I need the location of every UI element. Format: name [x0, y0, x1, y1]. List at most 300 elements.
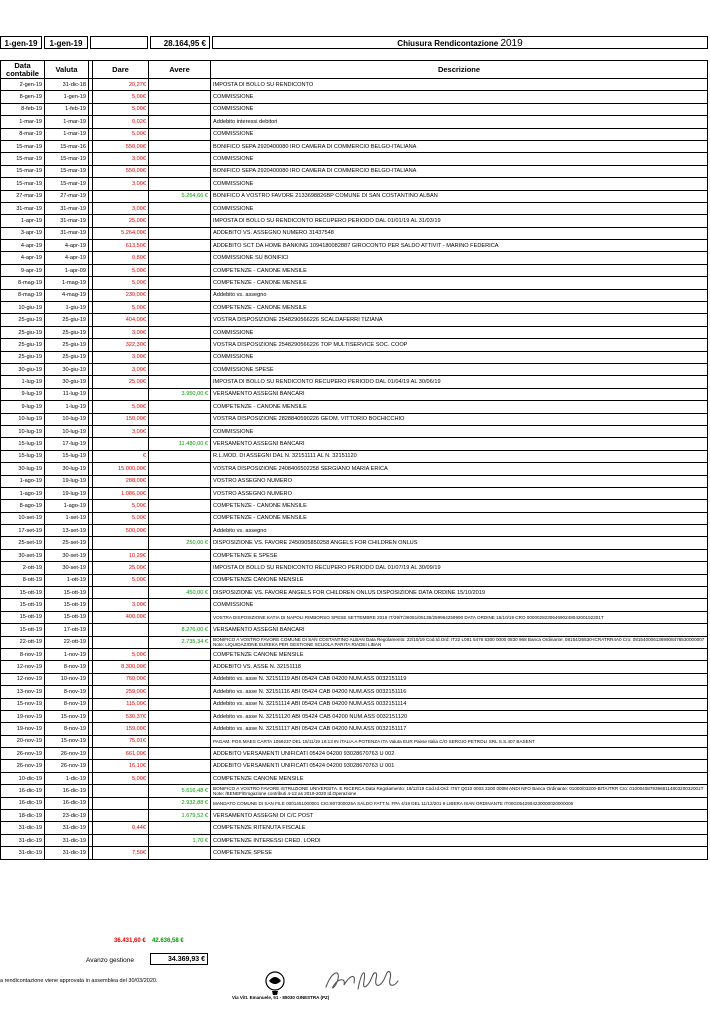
table-row: [1, 735, 708, 747]
cell-valuta: 22-ott-19: [45, 636, 89, 648]
header-empty-cell: [90, 36, 148, 49]
cell-avere: [149, 735, 211, 747]
cell-valuta: 8-nov-19: [45, 698, 89, 710]
cell-dare: 0,02€: [93, 116, 149, 128]
cell-valuta: 25-giu-19: [45, 314, 89, 326]
cell-dare: 5,00€: [93, 302, 149, 314]
cell-descrizione: COMPETENZE - CANONE MENSILE: [211, 277, 708, 289]
cell-avere: 450,00 €: [149, 587, 211, 599]
cell-descrizione: BONIFICO A VOSTRO FAVORE ISTRUZIONE UNIVERSITA. E RICERCA Data Regolamento: 16/12/19 Cod.Id.Ord: IT67 Q010 0003 2200 000M ANDI NFO Banca Ordinante: 01000/03200-BITAITRR Cro: 0100040879396811480320032001T Note: /BENEF/Erogazione contributi 4-12 as 2019-2020 Id.Operazione: [211, 785, 708, 797]
cell-data-contabile: 15-ott-19: [1, 611, 45, 623]
cell-descrizione: VERSAMENTO ASSEGNI DI C/C POST: [211, 810, 708, 822]
cell-descrizione: COMPETENZE CANONE MENSILE: [211, 772, 708, 784]
cell-avere: [149, 549, 211, 561]
header-date-2: 1-gen-19: [44, 36, 88, 49]
cell-dare: [93, 587, 149, 599]
cell-avere: [149, 847, 211, 859]
cell-dare: 16,10€: [93, 760, 149, 772]
cell-avere: [149, 215, 211, 227]
cell-data-contabile: 10-dic-19: [1, 772, 45, 784]
cell-data-contabile: 9-lug-19: [1, 388, 45, 400]
table-row: [1, 79, 708, 91]
cell-valuta: 25-giu-19: [45, 326, 89, 338]
cell-valuta: 30-giu-19: [45, 363, 89, 375]
cell-data-contabile: 31-mar-19: [1, 202, 45, 214]
cell-avere: [149, 463, 211, 475]
cell-data-contabile: 16-dic-19: [1, 797, 45, 809]
cell-dare: 0,44€: [93, 822, 149, 834]
table-row: [1, 822, 708, 834]
cell-avere: [149, 748, 211, 760]
cell-valuta: 15-mar-19: [45, 178, 89, 190]
cell-avere: [149, 240, 211, 252]
cell-dare: 5,00€: [93, 772, 149, 784]
cell-data-contabile: 19-nov-19: [1, 723, 45, 735]
cell-descrizione: VOSTRO ASSEGNO NUMERO: [211, 487, 708, 499]
cell-valuta: 16-dic-19: [45, 785, 89, 797]
table-row: [1, 661, 708, 673]
cell-avere: [149, 710, 211, 722]
table-row: [1, 450, 708, 462]
cell-descrizione: COMMISSIONE: [211, 599, 708, 611]
cell-avere: [149, 772, 211, 784]
cell-avere: [149, 599, 211, 611]
cell-descrizione: Addebito vs. assegno: [211, 289, 708, 301]
cell-descrizione: BONIFICO A VOSTRO FAVORE COMUNE DI SAN COSTANTINO ALBAN Data Regolamento: 22/10/19 Cod.Id.Ord: IT22 L081 5476 5300 0000 0830 968 Banca Ordinante: 08154/26530-ICRATRR4A0 Cro: 0815400061369908476530000007 Note: LIQUIDAZIONE EUREKA PER GESTIONE SCUOLA PARITA RIADEI LIBAN: [211, 636, 708, 648]
cell-descrizione: VOSTRA DISPOSIZIONE KATIA DI NAPOLI RIMBORSO SPESE SETTEMBRE 2019 IT/39/T/36081/05138/259964259990 DATA ORDINE 15/10/19 CRO 00000282306469024804200152201T: [211, 611, 708, 623]
cell-data-contabile: 2-gen-19: [1, 79, 45, 91]
cell-descrizione: BONIFICO SEPA 2920400080 IRO CAMERA DI COMMERCIO BELGO-ITALIANA: [211, 165, 708, 177]
cell-avere: 250,00 €: [149, 537, 211, 549]
cell-dare: 15.000,00€: [93, 463, 149, 475]
cell-dare: [93, 537, 149, 549]
cell-dare: 5,00€: [93, 128, 149, 140]
cell-descrizione: IMPOSTA DI BOLLO SU RENDICONTO: [211, 79, 708, 91]
cell-dare: 5,00€: [93, 401, 149, 413]
cell-avere: [149, 153, 211, 165]
cell-avere: [149, 525, 211, 537]
cell-avere: [149, 339, 211, 351]
cell-avere: [149, 264, 211, 276]
cell-dare: 3,00€: [93, 202, 149, 214]
cell-descrizione: COMPETENZE - CANONE MENSILE: [211, 264, 708, 276]
cell-avere: 2.932,88 €: [149, 797, 211, 809]
header-title: Chiusura Rendicontazione: [397, 39, 499, 48]
table-row: [1, 91, 708, 103]
cell-valuta: 31-dic-19: [45, 822, 89, 834]
table-row: [1, 847, 708, 859]
cell-valuta: 15-ott-19: [45, 599, 89, 611]
cell-data-contabile: 1-ago-19: [1, 487, 45, 499]
cell-dare: [93, 388, 149, 400]
table-row: [1, 240, 708, 252]
cell-descrizione: COMMISSIONE: [211, 153, 708, 165]
table-row: [1, 388, 708, 400]
cell-data-contabile: 8-ott-19: [1, 574, 45, 586]
cell-valuta: 25-giu-19: [45, 339, 89, 351]
cell-dare: 159,00€: [93, 723, 149, 735]
col-header-descrizione: Descrizione: [211, 61, 708, 79]
cell-data-contabile: 1-lug-19: [1, 376, 45, 388]
cell-valuta: 10-lug-19: [45, 413, 89, 425]
cell-avere: [149, 289, 211, 301]
cell-valuta: 30-giu-19: [45, 376, 89, 388]
cell-valuta: 19-lug-19: [45, 487, 89, 499]
cell-avere: [149, 562, 211, 574]
cell-dare: 1.086,00€: [93, 487, 149, 499]
cell-data-contabile: 27-mar-19: [1, 190, 45, 202]
cell-valuta: 31-mar-19: [45, 202, 89, 214]
cell-dare: 613,50€: [93, 240, 149, 252]
cell-descrizione: COMMISSIONE: [211, 91, 708, 103]
cell-avere: [149, 475, 211, 487]
cell-avere: [149, 500, 211, 512]
cell-valuta: 19-lug-19: [45, 475, 89, 487]
ledger-table: [0, 60, 708, 860]
cell-avere: [149, 79, 211, 91]
cell-valuta: 25-giu-19: [45, 351, 89, 363]
cell-valuta: 27-mar-19: [45, 190, 89, 202]
cell-data-contabile: 8-gen-19: [1, 91, 45, 103]
cell-avere: 11.480,00 €: [149, 438, 211, 450]
cell-avere: [149, 413, 211, 425]
cell-descrizione: VOSTRA DISPOSIZIONE 2408406502258 SERGIANO MARIA ERICA: [211, 463, 708, 475]
cell-valuta: 15-mar-19: [45, 153, 89, 165]
cell-avere: [149, 425, 211, 437]
cell-avere: [149, 376, 211, 388]
cell-data-contabile: 15-mar-19: [1, 178, 45, 190]
cell-data-contabile: 10-set-19: [1, 512, 45, 524]
cell-data-contabile: 15-ott-19: [1, 587, 45, 599]
cell-avere: [149, 401, 211, 413]
table-row: [1, 785, 708, 797]
cell-valuta: 31-mar-19: [45, 227, 89, 239]
cell-valuta: 17-ott-19: [45, 624, 89, 636]
cell-data-contabile: 9-lug-19: [1, 401, 45, 413]
cell-descrizione: ADDEBITO VERSAMENTI UNIFICATI 05424 04200 93028670763 U 002: [211, 748, 708, 760]
avanzo-label: Avanzo gestione: [86, 957, 134, 964]
table-row: [1, 463, 708, 475]
cell-descrizione: Addebito vs. asse N. 32151119 ABI 05424 CAB 04200 NUM.ASS 0032151119: [211, 673, 708, 685]
cell-data-contabile: 15-lug-19: [1, 438, 45, 450]
cell-data-contabile: 15-lug-19: [1, 450, 45, 462]
cell-descrizione: IMPOSTA DI BOLLO SU RENDICONTO RECUPERO PERIODO DAL 01/07/19 AL 30/09/19: [211, 562, 708, 574]
cell-dare: 25,00€: [93, 562, 149, 574]
cell-valuta: 4-apr-19: [45, 252, 89, 264]
cell-descrizione: COMMISSIONE: [211, 425, 708, 437]
cell-descrizione: Addebito vs. asse N. 32151114 ABI 05424 CAB 04200 NUM.ASS 0032151114: [211, 698, 708, 710]
header-title-cell: [212, 36, 708, 49]
cell-valuta: 4-mag-19: [45, 289, 89, 301]
cell-valuta: 31-mar-19: [45, 215, 89, 227]
cell-valuta: 15-mar-16: [45, 140, 89, 152]
cell-dare: 5.264,00€: [93, 227, 149, 239]
ledger-header-row: [1, 61, 708, 79]
cell-avere: [149, 487, 211, 499]
table-row: [1, 165, 708, 177]
table-row: [1, 401, 708, 413]
cell-dare: 3,00€: [93, 326, 149, 338]
cell-data-contabile: 25-set-19: [1, 537, 45, 549]
cell-valuta: 30-set-19: [45, 549, 89, 561]
cell-data-contabile: 30-giu-19: [1, 363, 45, 375]
cell-dare: 3,00€: [93, 178, 149, 190]
cell-descrizione: Addebito interessi debitori: [211, 116, 708, 128]
ledger-body: [1, 79, 708, 860]
table-row: [1, 215, 708, 227]
cell-data-contabile: 13-nov-19: [1, 686, 45, 698]
cell-valuta: 1-giu-19: [45, 302, 89, 314]
handwritten-signature: [322, 965, 402, 995]
table-row: [1, 178, 708, 190]
cell-descrizione: VOSTRO ASSEGNO NUMERO: [211, 475, 708, 487]
cell-dare: [93, 636, 149, 648]
cell-avere: 3.950,00 €: [149, 388, 211, 400]
cell-valuta: 1-set-19: [45, 512, 89, 524]
cell-dare: [93, 190, 149, 202]
cell-descrizione: COMPETENZE RITENUTA FISCALE: [211, 822, 708, 834]
cell-descrizione: VERSAMENTO ASSEGNI BANCARI: [211, 388, 708, 400]
cell-descrizione: COMMISSIONE: [211, 103, 708, 115]
cell-descrizione: ADDEBITO VS. ASSE N. 32151118: [211, 661, 708, 673]
table-row: [1, 599, 708, 611]
cell-dare: 5,00€: [93, 264, 149, 276]
cell-avere: [149, 822, 211, 834]
cell-avere: [149, 202, 211, 214]
cell-data-contabile: 25-giu-19: [1, 351, 45, 363]
cell-dare: [93, 785, 149, 797]
cell-dare: 3,00€: [93, 153, 149, 165]
table-row: [1, 103, 708, 115]
cell-avere: 5.616,48 €: [149, 785, 211, 797]
table-row: [1, 302, 708, 314]
cell-valuta: 1-lug-19: [45, 401, 89, 413]
table-row: [1, 289, 708, 301]
table-row: [1, 562, 708, 574]
table-row: [1, 512, 708, 524]
cell-dare: 3,00€: [93, 351, 149, 363]
cell-descrizione: COMPETENZE - CANONE MENSILE: [211, 512, 708, 524]
table-row: [1, 413, 708, 425]
cell-data-contabile: 19-nov-19: [1, 710, 45, 722]
table-row: [1, 227, 708, 239]
table-row: [1, 351, 708, 363]
table-row: [1, 202, 708, 214]
cell-dare: [93, 438, 149, 450]
cell-avere: 1.679,52 €: [149, 810, 211, 822]
cell-valuta: 23-dic-19: [45, 810, 89, 822]
cell-avere: [149, 302, 211, 314]
cell-data-contabile: 8-mag-19: [1, 289, 45, 301]
cell-data-contabile: 18-dic-19: [1, 810, 45, 822]
cell-dare: 5,00€: [93, 512, 149, 524]
cell-descrizione: PAGAM. POS MAES CARTA 1059237 DEL 15/11/19 16:13 IN ITALIA A POTENZA ITA Valuta EUR Paese Italia C/O SERGIO PETROLI SRL S.S.407 BASENT: [211, 735, 708, 747]
cell-avere: [149, 314, 211, 326]
cell-data-contabile: 1-ago-19: [1, 475, 45, 487]
cell-descrizione: VOSTRA DISPOSIZIONE 2548290566226 SCALDAFERRI TIZIANA: [211, 314, 708, 326]
table-row: [1, 264, 708, 276]
cell-valuta: 15-nov-19: [45, 710, 89, 722]
table-row: [1, 698, 708, 710]
cell-dare: 550,00€: [93, 140, 149, 152]
table-row: [1, 277, 708, 289]
cell-data-contabile: 31-dic-19: [1, 834, 45, 846]
cell-valuta: 16-dic-19: [45, 797, 89, 809]
cell-avere: 8.276,00 €: [149, 624, 211, 636]
total-dare: 36.431,60 €: [114, 938, 146, 944]
table-row: [1, 636, 708, 648]
table-row: [1, 339, 708, 351]
cell-dare: 3,00€: [93, 425, 149, 437]
cell-descrizione: COMPETENZE - CANONE MENSILE: [211, 500, 708, 512]
cell-dare: [93, 797, 149, 809]
cell-valuta: 1-ago-19: [45, 500, 89, 512]
cell-valuta: 11-lug-19: [45, 388, 89, 400]
cell-avere: [149, 91, 211, 103]
cell-descrizione: DISPOSIZIONE VS. FAVORE 2450905850258 ANGELS FOR CHILDREN ONLUS: [211, 537, 708, 549]
total-avere: 42.636,58 €: [152, 938, 184, 944]
cell-descrizione: Addebito vs. asse N. 32151117 ABI 05424 CAB 04200 NUM.ASS 0032151117: [211, 723, 708, 735]
cell-data-contabile: 16-dic-19: [1, 785, 45, 797]
cell-valuta: 1-apr-09: [45, 264, 89, 276]
cell-descrizione: COMMISSIONE: [211, 128, 708, 140]
cell-descrizione: COMPETENZE CANONE MENSILE: [211, 648, 708, 660]
table-row: [1, 710, 708, 722]
table-row: [1, 624, 708, 636]
cell-dare: 400,00€: [93, 611, 149, 623]
cell-descrizione: BONIFICO SEPA 2920400080 IRO CAMERA DI COMMERCIO BELGO-ITALIANA: [211, 140, 708, 152]
table-row: [1, 797, 708, 809]
cell-data-contabile: 1-mar-19: [1, 116, 45, 128]
cell-valuta: 30-lug-19: [45, 463, 89, 475]
cell-data-contabile: 10-lug-19: [1, 413, 45, 425]
cell-dare: 5,00€: [93, 648, 149, 660]
cell-data-contabile: 31-dic-19: [1, 822, 45, 834]
cell-descrizione: BONIFICO A VOSTRO FAVORE 2133698826BP COMUNE DI SAN COSTANTINO ALBAN: [211, 190, 708, 202]
table-row: [1, 686, 708, 698]
cell-dare: [93, 810, 149, 822]
cell-descrizione: COMMISSIONE SU BONIFICI: [211, 252, 708, 264]
cell-descrizione: COMPETENZE E SPESE: [211, 549, 708, 561]
table-row: [1, 549, 708, 561]
cell-dare: [93, 624, 149, 636]
cell-descrizione: Addebito vs. asse N. 32151116 ABI 05424 CAB 04200 NUM.ASS 0032151116: [211, 686, 708, 698]
table-row: [1, 673, 708, 685]
cell-descrizione: COMMISSIONE SPESE: [211, 363, 708, 375]
cell-valuta: 15-lug-19: [45, 450, 89, 462]
cell-valuta: 26-nov-19: [45, 748, 89, 760]
cell-dare: 5,00€: [93, 103, 149, 115]
cell-data-contabile: 4-apr-19: [1, 252, 45, 264]
cell-dare: 259,00€: [93, 686, 149, 698]
cell-valuta: 31-dic-19: [45, 847, 89, 859]
cell-avere: [149, 277, 211, 289]
cell-valuta: 15-ott-19: [45, 587, 89, 599]
cell-data-contabile: 26-nov-19: [1, 748, 45, 760]
cell-avere: [149, 611, 211, 623]
cell-data-contabile: 15-mar-19: [1, 165, 45, 177]
cell-valuta: 13-set-19: [45, 525, 89, 537]
cell-data-contabile: 8-nov-19: [1, 648, 45, 660]
cell-valuta: 15-mar-19: [45, 165, 89, 177]
col-header-data: Data contabile: [1, 61, 45, 79]
cell-valuta: 8-nov-19: [45, 686, 89, 698]
cell-descrizione: VOSTRA DISPOSIZIONE 2548290566226 TOP MULTISERVICE SOC. COOP: [211, 339, 708, 351]
cell-data-contabile: 20-nov-19: [1, 735, 45, 747]
table-row: [1, 363, 708, 375]
cell-descrizione: ADDEBITO SCT DA HOME BANKING 1094180082887 GIROCONTO PER SALDO ATTIVIT - MARINO FEDERICA: [211, 240, 708, 252]
cell-dare: €: [93, 450, 149, 462]
cell-dare: 5,00€: [93, 500, 149, 512]
cell-avere: [149, 574, 211, 586]
table-row: [1, 475, 708, 487]
col-header-valuta: Valuta: [45, 61, 89, 79]
cell-avere: [149, 760, 211, 772]
cell-descrizione: COMPETENZE - CANONE MENSILE: [211, 401, 708, 413]
cell-avere: [149, 648, 211, 660]
cell-avere: [149, 512, 211, 524]
cell-avere: [149, 178, 211, 190]
cell-dare: 3,00€: [93, 599, 149, 611]
cell-valuta: 31-dic-19: [45, 834, 89, 846]
table-row: [1, 314, 708, 326]
cell-dare: 8.300,00€: [93, 661, 149, 673]
cell-descrizione: VOSTRA DISPOSIZIONE 2828840590226 GEOM. VITTORIO BOCHICCHIO: [211, 413, 708, 425]
cell-data-contabile: 3-apr-19: [1, 227, 45, 239]
cell-valuta: 10-lug-19: [45, 425, 89, 437]
cell-valuta: 1-mar-19: [45, 128, 89, 140]
cell-data-contabile: 15-mar-19: [1, 153, 45, 165]
cell-data-contabile: 1-apr-19: [1, 215, 45, 227]
cell-avere: 5.264,66 €: [149, 190, 211, 202]
cell-dare: 75,01€: [93, 735, 149, 747]
cell-dare: 150,00€: [93, 413, 149, 425]
cell-data-contabile: 12-nov-19: [1, 673, 45, 685]
cell-valuta: 1-feb-19: [45, 103, 89, 115]
cell-dare: [93, 834, 149, 846]
table-row: [1, 723, 708, 735]
cell-descrizione: Addebito vs. asse N. 32151120 ABI 05424 CAB 04200 NUM.ASS 0032151120: [211, 710, 708, 722]
cell-valuta: 15-ott-19: [45, 611, 89, 623]
stamp-address: Via Vitt. Emanuele, 51 - 85030 GINESTRA (PZ): [232, 995, 330, 1000]
cell-descrizione: DISPOSIZIONE VS. FAVORE ANGELS FOR CHILDREN ONLUS DISPOSIZIONE DATA ORDINE 15/10/2019: [211, 587, 708, 599]
cell-descrizione: COMPETENZE - CANONE MENSILE: [211, 302, 708, 314]
cell-dare: 25,00€: [93, 376, 149, 388]
cell-dare: 550,00€: [93, 165, 149, 177]
cell-avere: 2.735,34 €: [149, 636, 211, 648]
cell-valuta: 15-nov-19: [45, 735, 89, 747]
cell-dare: 5,00€: [93, 91, 149, 103]
cell-descrizione: IMPOSTA DI BOLLO SU RENDICONTO RECUPERO PERIODO DAL 01/04/19 AL 30/06/19: [211, 376, 708, 388]
cell-valuta: 1-mag-19: [45, 277, 89, 289]
table-row: [1, 587, 708, 599]
cell-valuta: 1-dic-19: [45, 772, 89, 784]
table-row: [1, 537, 708, 549]
cell-valuta: 31-dic-18: [45, 79, 89, 91]
cell-data-contabile: 15-mar-19: [1, 140, 45, 152]
cell-descrizione: COMMISSIONE: [211, 326, 708, 338]
cell-dare: 500,00€: [93, 525, 149, 537]
cell-avere: [149, 103, 211, 115]
cell-data-contabile: 8-mar-19: [1, 128, 45, 140]
cell-avere: [149, 351, 211, 363]
table-row: [1, 116, 708, 128]
cell-avere: [149, 165, 211, 177]
table-row: [1, 326, 708, 338]
table-row: [1, 190, 708, 202]
cell-dare: 288,00€: [93, 475, 149, 487]
cell-descrizione: COMPETENZE CANONE MENSILE: [211, 574, 708, 586]
